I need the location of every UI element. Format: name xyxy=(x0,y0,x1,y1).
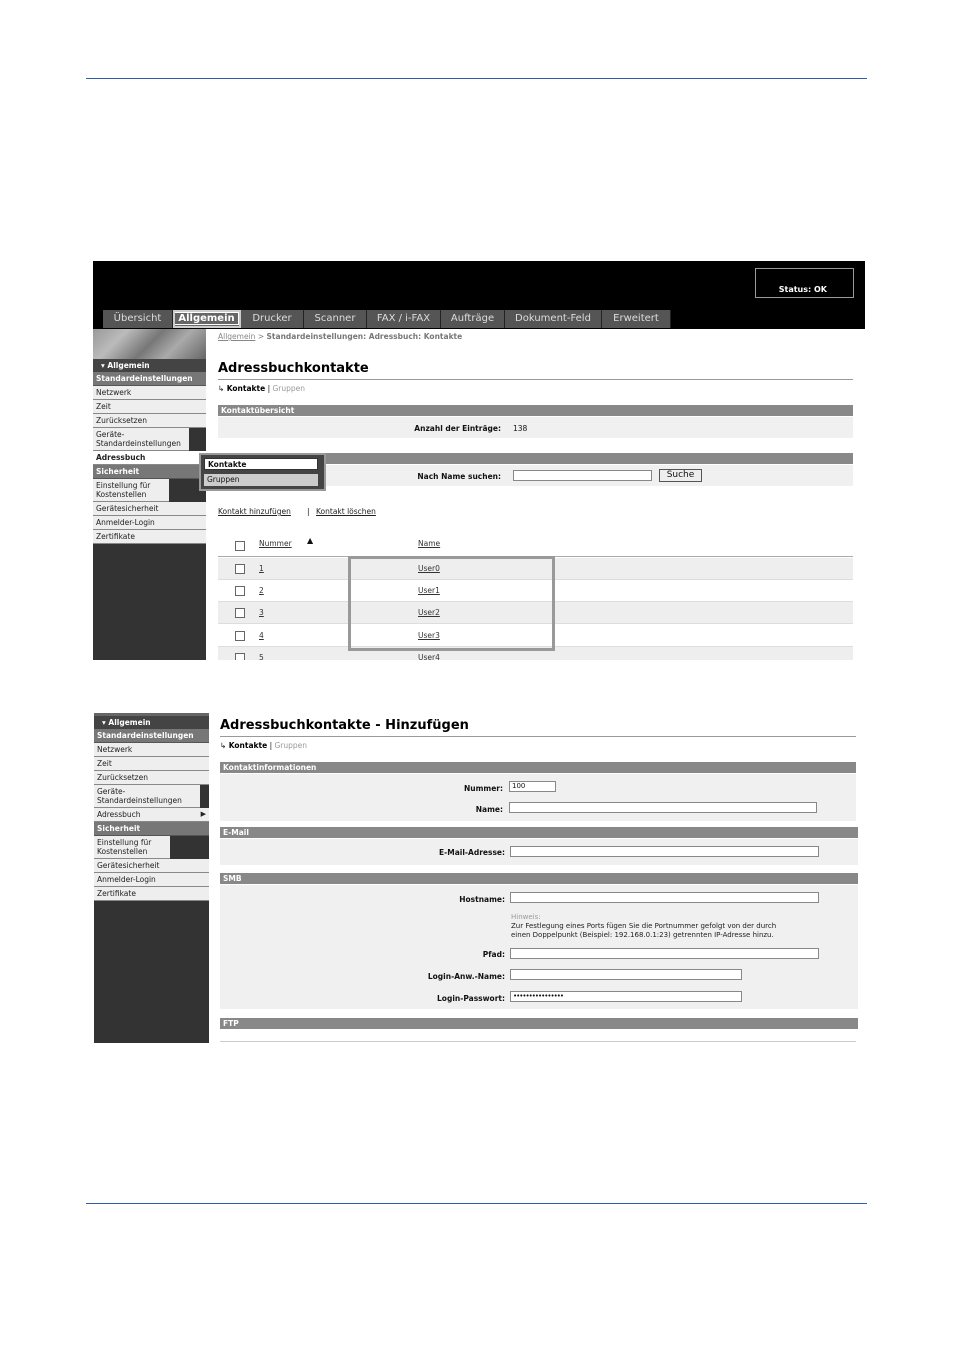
section-contact-info: Kontaktinformationen xyxy=(220,762,856,773)
search-button[interactable]: Suche xyxy=(659,469,702,482)
tab-dokument-feld[interactable]: Dokument-Feld xyxy=(505,310,602,328)
sidebar-item-zuruecksetzen[interactable]: Zurücksetzen xyxy=(94,771,209,785)
subnav-sep: | xyxy=(269,741,273,750)
login-password-input[interactable]: •••••••••••••••• xyxy=(510,991,742,1002)
sidebar-item-adressbuch-label: Adressbuch xyxy=(97,810,141,819)
row-checkbox[interactable] xyxy=(235,586,245,596)
email-label: E-Mail-Adresse: xyxy=(439,848,505,857)
main-content xyxy=(209,713,859,1043)
status-text: Status: OK xyxy=(778,285,827,294)
title-divider xyxy=(220,736,856,737)
sidebar-item-anmelder-login[interactable]: Anmelder-Login xyxy=(94,873,209,887)
subnav-sep: | xyxy=(267,384,271,393)
sidebar-section-standard[interactable]: Standardeinstellungen xyxy=(94,729,209,743)
sidebar-item-zeit[interactable]: Zeit xyxy=(94,757,209,771)
sidebar-item-kostenstellen[interactable]: Einstellung für Kostenstellen xyxy=(94,836,170,859)
links-sep: | xyxy=(307,507,310,516)
row-checkbox[interactable] xyxy=(235,631,245,641)
bottom-rule xyxy=(86,1203,867,1204)
search-label: Nach Name suchen: xyxy=(417,472,501,481)
sidebar-item-zertifikate[interactable]: Zertifikate xyxy=(94,887,209,901)
top-rule xyxy=(86,78,867,79)
login-user-label: Login-Anw.-Name: xyxy=(427,972,505,981)
add-contact-link[interactable]: Kontakt hinzufügen xyxy=(218,507,291,516)
adressbuch-submenu xyxy=(199,453,326,491)
tab-allgemein[interactable] xyxy=(173,310,241,328)
select-all-checkbox[interactable] xyxy=(235,541,245,551)
sidebar-header-label: Allgemein xyxy=(108,718,151,727)
name-label: Name: xyxy=(475,805,503,814)
row-number[interactable]: 4 xyxy=(259,631,264,640)
screenshot-address-book-contacts xyxy=(93,261,865,660)
entries-label: Anzahl der Einträge: xyxy=(414,424,501,433)
name-input[interactable] xyxy=(509,802,817,813)
sidebar-item-geraete-standard[interactable]: Geräte-Standardeinstellungen xyxy=(94,785,200,808)
breadcrumb-rest: Standardeinstellungen: Adressbuch: Kontakte xyxy=(266,332,463,341)
search-input[interactable] xyxy=(513,470,652,481)
sidebar-item-geraete-standard[interactable]: Geräte-Standardeinstellungen xyxy=(93,428,189,451)
row-checkbox[interactable] xyxy=(235,564,245,574)
subnav-kontakte[interactable]: Kontakte xyxy=(228,741,268,750)
tab-erweitert[interactable]: Erweitert xyxy=(602,310,671,328)
row-number[interactable]: 1 xyxy=(259,564,264,573)
sidebar-item-geraetesicherheit[interactable]: Gerätesicherheit xyxy=(93,502,206,516)
tab-fax[interactable]: FAX / i-FAX xyxy=(367,310,441,328)
submenu-gruppen[interactable]: Gruppen xyxy=(204,474,318,486)
breadcrumb-sep: > xyxy=(257,332,265,341)
email-input[interactable] xyxy=(510,846,819,857)
title-divider xyxy=(218,379,853,380)
sidebar-header[interactable]: ▾ Allgemein xyxy=(94,716,209,729)
row-number[interactable]: 2 xyxy=(259,586,264,595)
path-input[interactable] xyxy=(510,948,819,959)
row-number[interactable]: 5 xyxy=(259,653,264,660)
main-tab-bar xyxy=(93,309,865,329)
rows-highlight-frame xyxy=(348,556,555,651)
subnav-kontakte[interactable]: Kontakte xyxy=(226,384,266,393)
tab-uebersicht[interactable]: Übersicht xyxy=(103,310,173,328)
sidebar-header[interactable]: ▾ Allgemein xyxy=(93,359,206,372)
sidebar-section-sicherheit[interactable]: Sicherheit xyxy=(93,465,206,479)
tab-auftraege[interactable]: Aufträge xyxy=(441,310,505,328)
subnav-arrow-icon: ↳ xyxy=(220,741,227,750)
row-name[interactable]: User4 xyxy=(418,653,440,660)
sidebar xyxy=(93,359,206,660)
hint-line2: einen Doppelpunkt (Beispiel: 192.168.0.1:23) getrennten IP-Adresse hinzu. xyxy=(511,931,774,939)
number-input[interactable]: 100 xyxy=(509,781,556,792)
sidebar-item-netzwerk[interactable]: Netzwerk xyxy=(93,386,206,400)
sidebar-item-kostenstellen[interactable]: Einstellung für Kostenstellen xyxy=(93,479,169,502)
sidebar-item-anmelder-login[interactable]: Anmelder-Login xyxy=(93,516,206,530)
tab-scanner[interactable]: Scanner xyxy=(304,310,367,328)
hint-line1: Zur Festlegung eines Ports fügen Sie die Portnummer gefolgt von der durch xyxy=(511,922,777,930)
header-bar xyxy=(93,261,865,309)
hostname-input[interactable] xyxy=(510,892,819,903)
col-number-header[interactable]: Nummer xyxy=(259,539,292,548)
section-email: E-Mail xyxy=(220,827,858,838)
subnav-gruppen[interactable]: Gruppen xyxy=(272,384,306,393)
sidebar-item-netzwerk[interactable]: Netzwerk xyxy=(94,743,209,757)
sidebar-item-adressbuch[interactable]: Adressbuch xyxy=(93,451,206,465)
path-label: Pfad: xyxy=(482,950,505,959)
login-password-label: Login-Passwort: xyxy=(437,994,505,1003)
status-box xyxy=(755,268,854,298)
row-checkbox[interactable] xyxy=(235,608,245,618)
row-name[interactable]: User3 xyxy=(418,631,440,640)
sidebar-section-sicherheit[interactable]: Sicherheit xyxy=(94,822,209,836)
row-name[interactable]: User2 xyxy=(418,608,440,617)
subnav xyxy=(220,741,307,750)
login-user-input[interactable] xyxy=(510,969,742,980)
section-ftp: FTP xyxy=(220,1018,858,1029)
breadcrumb-link[interactable]: Allgemein xyxy=(218,332,256,341)
hostname-label: Hostname: xyxy=(459,895,505,904)
section-smb: SMB xyxy=(220,873,858,884)
subnav-arrow-icon: ↳ xyxy=(218,384,225,393)
row-name[interactable]: User0 xyxy=(418,564,440,573)
page-title: Adressbuchkontakte xyxy=(218,361,369,376)
tab-drucker[interactable]: Drucker xyxy=(241,310,304,328)
row-name[interactable]: User1 xyxy=(418,586,440,595)
header-photo xyxy=(93,329,206,359)
bottom-divider xyxy=(220,1041,856,1042)
sidebar-section-standard[interactable]: Standardeinstellungen xyxy=(93,372,206,386)
sidebar-item-zeit[interactable]: Zeit xyxy=(93,400,206,414)
sidebar-item-adressbuch[interactable] xyxy=(94,808,209,822)
sidebar-item-geraetesicherheit[interactable]: Gerätesicherheit xyxy=(94,859,209,873)
port-hint xyxy=(511,913,776,940)
page-title: Adressbuchkontakte - Hinzufügen xyxy=(220,718,469,733)
screenshot-add-contact xyxy=(94,713,859,1043)
sort-asc-icon[interactable]: ▲ xyxy=(307,536,314,545)
number-label: Nummer: xyxy=(463,784,503,793)
chevron-right-icon: ▶ xyxy=(200,810,206,818)
sidebar-item-zuruecksetzen[interactable]: Zurücksetzen xyxy=(93,414,206,428)
row-number[interactable]: 3 xyxy=(259,608,264,617)
sidebar xyxy=(94,713,209,1043)
hint-heading: Hinweis: xyxy=(511,913,541,921)
sidebar-header-label: Allgemein xyxy=(107,361,150,370)
tab-allgemein-label: Allgemein xyxy=(174,312,238,325)
delete-contact-link[interactable]: Kontakt löschen xyxy=(316,507,376,516)
subnav xyxy=(218,384,305,393)
submenu-kontakte[interactable]: Kontakte xyxy=(204,458,318,470)
section-overview: Kontaktübersicht xyxy=(218,405,853,416)
row-checkbox[interactable] xyxy=(235,653,245,660)
sidebar-item-zertifikate[interactable]: Zertifikate xyxy=(93,530,206,544)
main-content xyxy=(206,329,865,660)
subnav-gruppen[interactable]: Gruppen xyxy=(274,741,308,750)
overview-box xyxy=(218,417,853,438)
breadcrumb xyxy=(218,332,462,341)
col-name-header[interactable]: Name xyxy=(418,539,441,548)
entries-value: 138 xyxy=(513,424,528,433)
